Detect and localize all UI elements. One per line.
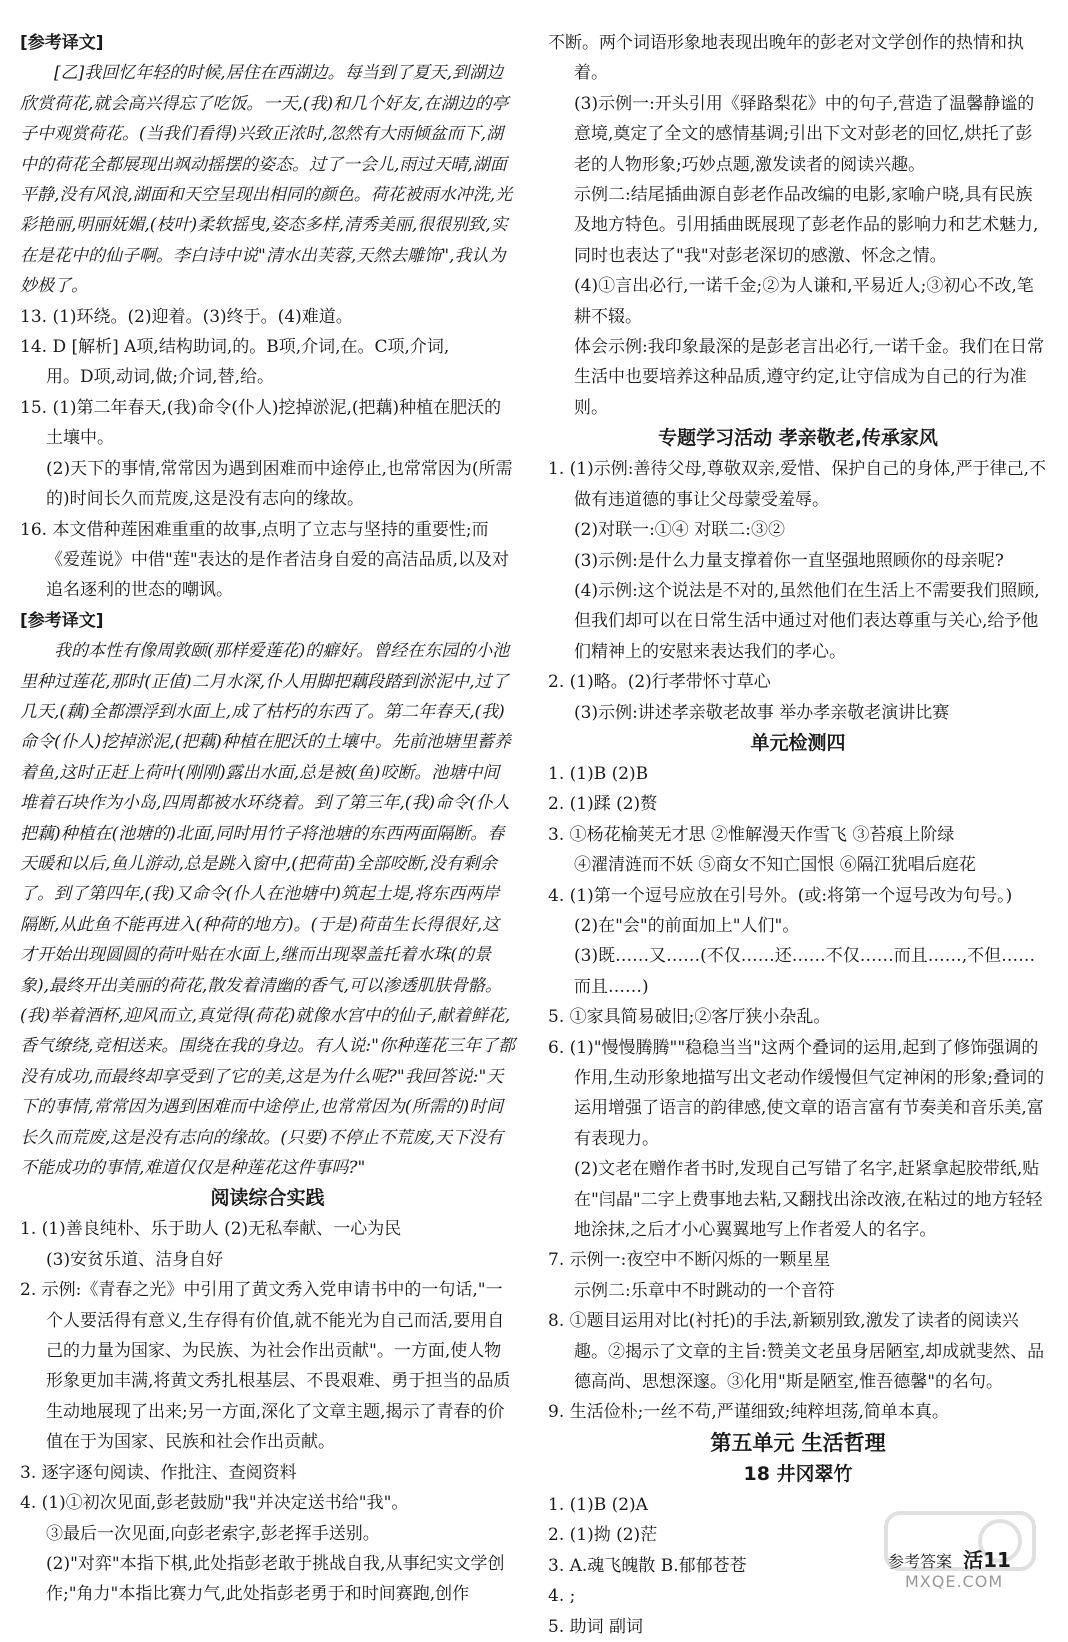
test-answer-1: 1. (1)B (2)B xyxy=(548,763,649,784)
test-answer-6-b: (2)文老在赠作者书时,发现自己写错了名字,赶紧拿起胶带纸,贴在"闫晶"二字上费事地去粘,又翻找出涂改液,在粘过的地方轻轻地涂抹,之后才小心翼翼地写上作者爱人的名字。 xyxy=(574,1159,1043,1241)
topic-answer-1-b: (2)对联一:①④ 对联二:③② xyxy=(574,520,785,541)
answer-15-part2: (2)天下的事情,常常因为遇到困难而中途停止,也常常因为(所需的)时间长久而荒废,这是没有志向的缘故。 xyxy=(46,458,513,510)
test-answer-7: 7. 示例一:夜空中不断闪烁的一颗星星 xyxy=(548,1250,831,1271)
section-heading-topic: 专题学习活动 孝亲敬老,传承家风 xyxy=(658,427,938,450)
left-column xyxy=(20,28,515,1610)
topic-answer-2-b: (3)示例:讲述孝亲敬老故事 举办孝亲敬老演讲比赛 xyxy=(574,702,950,723)
translation-passage-lotus: 我的本性有像周敦颐(那样爱莲花)的癖好。曾经在东园的小池里种过莲花,那时(正值)二月水深,仆人用脚把藕段踏到淤泥中,过了几天,(藕)全都漂浮到水面上,成了枯朽的东西了。第二年春天,(我)命令(仆人)挖掉淤泥,(把藕)种植在肥沃的土壤中。先前池塘里蓄养着鱼,这时正赶上荷叶(刚刚)露出水面,总是被(鱼)咬断。池塘中间堆着石块作为小岛,四周都被水环绕着。到了第三年,(我)命令(仆人把藕)种植在(池塘的)北面,同时用竹子将池塘的东西两面隔断。春天暖和以后,鱼儿游动,总是跳入窗中,(把荷苗)全部咬断,没有剩余了。到了第四年,(我)又命令(仆人在池塘中)筑起土堤,将东西两岸隔断,从此鱼不能再进入(种荷的地方)。(于是)荷苗生长得很好,这才开始出现圆圆的荷叶贴在水面上,继而出现翠盖托着水珠(的景象),最终开出美丽的荷花,散发着清幽的香气,可以渗透肌肤骨骼。(我)举着酒杯,迎风而立,真觉得(荷花)就像水宫中的仙子,献着鲜花,香气缭绕,竞相送来。围绕在我的身边。有人说:"你种莲花三年了都没有成功,而最终却享受到了它的美,这是为什么呢?"我回答说:"天下的事情,常常因为遇到困难而中途停止,也常常因为(所需的)时间长久而荒废,这是没有志向的缘故。(只要)不停止不荒废,天下没有不能成功的事情,难道仅仅是种莲花这件事吗?" xyxy=(20,641,515,1179)
test-answer-9: 9. 生活俭朴;一丝不苟,严谨细致;纯粹坦荡,简单本真。 xyxy=(548,1402,949,1423)
topic-answer-1-d: (4)示例:这个说法是不对的,虽然他们在生活上不需要我们照顾,但我们却可以在日常生活中通过对他们表达尊重与关心,给予他们精神上的安慰来表达我们的孝心。 xyxy=(574,580,1040,662)
reading-answer-2: 2. 示例:《青春之光》中引用了黄文秀入党申请书中的一句话,"一个人要活得有意义,生存得有价值,就不能光为自己而活,要用自己的力量为国家、为民族、为社会作出贡献"。一方面,使人物形象更加丰满,将黄文秀扎根基层、不畏艰难、勇于担当的品质生动地展现了出来;另一方面,深化了文章主题,揭示了青春的价值在于为国家、民族和社会作出贡献。 xyxy=(20,1280,511,1453)
watermark-text: MXQE.COM xyxy=(905,1572,1004,1591)
lesson-answer-3: 3. A.魂飞魄散 B.郁郁苍苍 xyxy=(548,1555,747,1576)
footer-label: 参考答案 xyxy=(888,1552,953,1571)
test-answer-8: 8. ①题目运用对比(衬托)的手法,新颖别致,激发了读者的阅读兴趣。②揭示了文章的主旨:赞美文老虽身居陋室,却成就斐然、品德高尚、思想深邃。③化用"斯是陋室,惟吾德馨"的名句。 xyxy=(548,1311,1045,1393)
unit-5-heading: 第五单元 生活哲理 xyxy=(710,1430,886,1455)
section-heading-unit-test: 单元检测四 xyxy=(750,731,846,754)
test-answer-4-b: (2)在"会"的前面加上"人们"。 xyxy=(574,915,800,936)
answer-4-example-2: 示例二:结尾插曲源自彭老作品改编的电影,家喻户晓,具有民族及地方特色。引用插曲既展现了彭老作品的影响力和艺术魅力,同时也表达了"我"对彭老深切的感激、怀念之情。 xyxy=(574,185,1039,266)
reading-answer-4-b: ③最后一次见面,向彭老索字,彭老挥手送别。 xyxy=(46,1523,380,1544)
section-heading-reading: 阅读综合实践 xyxy=(210,1187,325,1210)
topic-answer-1: 1. (1)示例:善待父母,尊敬双亲,爱惜、保护自己的身体,严于律己,不做有违道德的事让父母蒙受羞辱。 xyxy=(548,459,1047,510)
translation-passage-b: [乙]我回忆年轻的时候,居住在西湖边。每当到了夏天,到湖边欣赏荷花,就会高兴得忘了吃饭。一天,(我)和几个好友,在湖边的亭子中观赏荷花。(当我们看得)兴致正浓时,忽然有大雨倾盆而下,湖中的荷花全都展现出飒动摇摆的姿态。过了一会儿,雨过天晴,湖面平静,没有风浪,湖面和天空呈现出相同的颜色。荷花被雨水冲洗,光彩艳丽,明丽妩媚,(枝叶)柔软摇曳,姿态多样,清秀美丽,很很别致,实在是花中的仙子啊。李白诗中说"清水出芙蓉,天然去雕饰",我认为妙极了。 xyxy=(20,63,513,297)
answer-14: 14. D [解析] A项,结构助词,的。B项,介词,在。C项,介词, 用。D项,动词,做;介词,替,给。 xyxy=(20,337,450,388)
lesson-18-heading: 18 井冈翠竹 xyxy=(743,1462,853,1485)
topic-answer-1-c: (3)示例:是什么力量支撑着你一直坚强地照顾你的母亲呢? xyxy=(574,550,1004,571)
right-column xyxy=(548,28,1048,1642)
answer-16: 16. 本文借种莲困难重重的故事,点明了立志与坚持的重要性;而《爱莲说》中借"莲"表达的是作者洁身自爱的高洁品质,以及对追名逐利的世态的嘲讽。 xyxy=(20,519,510,601)
test-answer-4: 4. (1)第一个逗号应放在引号外。(或:将第一个逗号改为句号。) xyxy=(548,885,1013,906)
answer-4-part4: (4)①言出必行,一诺千金;②为人谦和,平易近人;③初心不改,笔耕不辍。 xyxy=(574,276,1034,327)
answer-15: 15. (1)第二年春天,(我)命令(仆人)挖掉淤泥,(把藕)种植在肥沃的土壤中。 xyxy=(20,397,502,449)
test-answer-3: 3. ①杨花榆荚无才思 ②惟解漫天作雪飞 ③苔痕上阶绿 xyxy=(548,824,955,845)
test-answer-5: 5. ①家具简易破旧;②客厅狭小杂乱。 xyxy=(548,1007,831,1028)
reading-answer-4-c: (2)"对弈"本指下棋,此处指彭老敢于挑战自我,从事纪实文学创作;"角力"本指比赛力气,此处指彭老勇于和时间赛跑,创作 xyxy=(46,1553,505,1605)
answer-13: 13. (1)环绕。(2)迎着。(3)终于。(4)难道。 xyxy=(20,306,353,327)
test-answer-2: 2. (1)蹂 (2)赘 xyxy=(548,794,658,815)
test-answer-3-b: ④濯清涟而不妖 ⑤商女不知亡国恨 ⑥隔江犹唱后庭花 xyxy=(574,855,976,876)
lesson-answer-5: 5. 助词 副词 xyxy=(548,1616,644,1637)
reference-translation-tag-2: [参考译文] xyxy=(20,610,104,631)
reading-answer-1: 1. (1)善良纯朴、乐于助人 (2)无私奉献、一心为民 xyxy=(20,1219,402,1240)
reading-answer-3: 3. 逐字逐句阅读、作批注、查阅资料 xyxy=(20,1462,297,1483)
page-footer xyxy=(888,1544,1011,1573)
lesson-answer-2: 2. (1)拗 (2)茫 xyxy=(548,1525,658,1546)
test-answer-7-b: 示例二:乐章中不时跳动的一个音符 xyxy=(574,1280,835,1301)
lesson-answer-4: 4. ; xyxy=(548,1586,576,1607)
lesson-answer-1: 1. (1)B (2)A xyxy=(548,1494,648,1515)
topic-answer-2: 2. (1)略。(2)行孝带怀寸草心 xyxy=(548,672,771,693)
test-answer-6: 6. (1)"慢慢腾腾""稳稳当当"这两个叠词的运用,起到了修饰强调的作用,生动形象地描写出文老动作缓慢但气定神闲的形象;叠词的运用增强了语言的韵律感,使文章的语言富有节奏美和音乐美,富有表现力。 xyxy=(548,1037,1045,1149)
reading-answer-4: 4. (1)①初次见面,彭老鼓励"我"并决定送书给"我"。 xyxy=(20,1493,409,1514)
page-number: 活11 xyxy=(963,1548,1011,1572)
answer-4-continued: 不断。两个词语形象地表现出晚年的彭老对文学创作的热情和执着。 xyxy=(548,33,1024,84)
answer-4-example-1: (3)示例一:开头引用《驿路梨花》中的句子,营造了温馨静谧的意境,奠定了全文的感情基调;引出下文对彭老的回忆,烘托了彭老的人物形象;巧妙点题,激发读者的阅读兴趣。 xyxy=(574,93,1035,175)
answer-4-reflection: 体会示例:我印象最深的是彭老言出必行,一诺千金。我们在日常生活中也要培养这种品质,遵守约定,让守信成为自己的行为准则。 xyxy=(574,337,1045,418)
reference-translation-tag: [参考译文] xyxy=(20,33,104,53)
test-answer-4-c: (3)既……又……(不仅……还……不仅……而且……,不但……而且……) xyxy=(574,946,1036,997)
reading-answer-1-part3: (3)安贫乐道、洁身自好 xyxy=(46,1249,224,1270)
